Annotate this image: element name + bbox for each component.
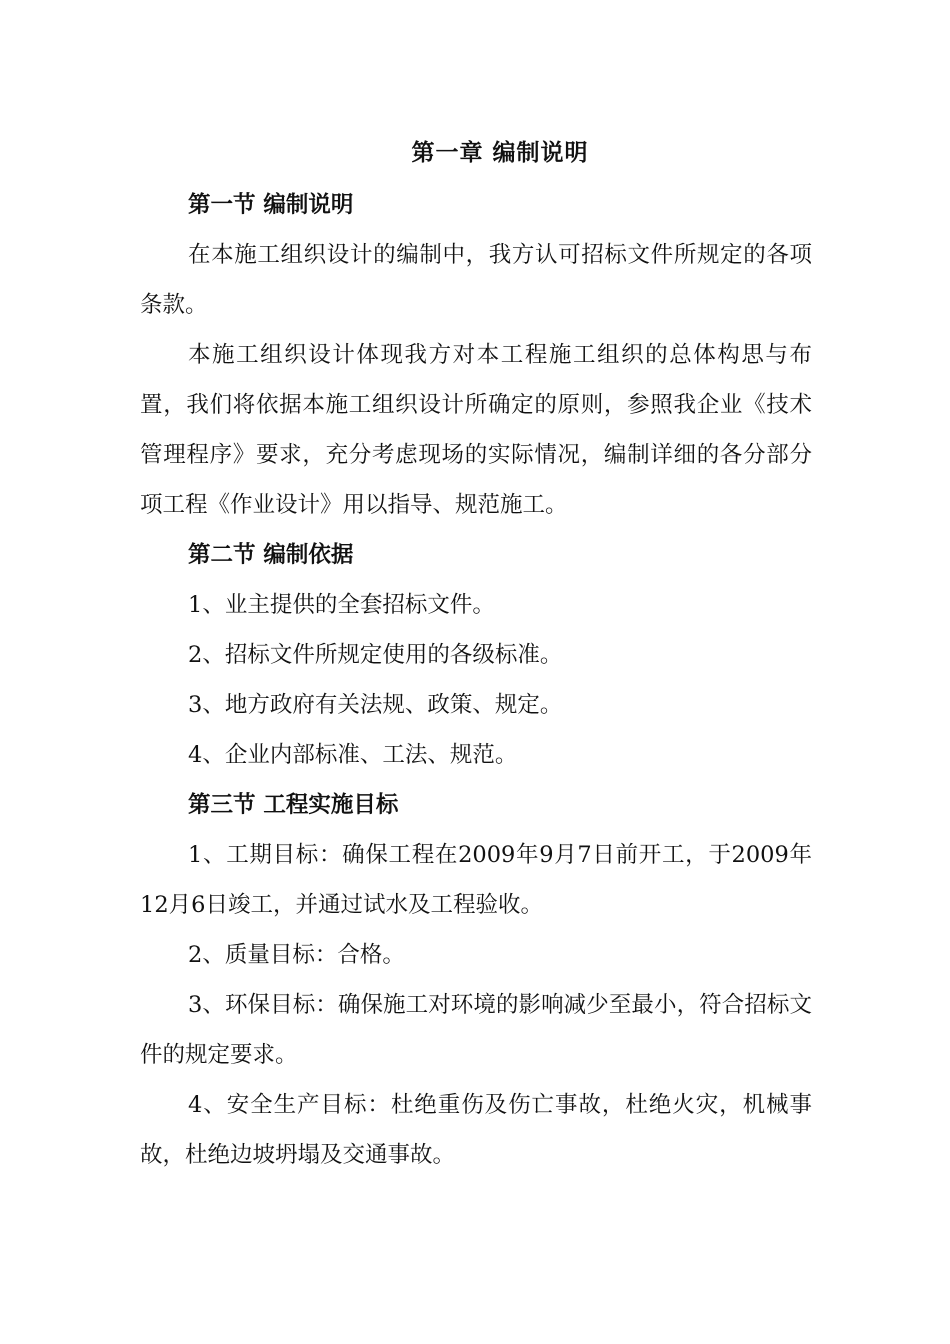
paragraph: 本施工组织设计体现我方对本工程施工组织的总体构思与布置，我们将依据本施工组织设计所确定的原则，参照我企业《技术管理程序》要求，充分考虑现场的实际情况，编制详细的各分部分项工程《作业设计》用以指导、规范施工。 [140, 342, 812, 518]
list-item: 2、质量目标：合格。 [188, 942, 405, 968]
list-item: 2、招标文件所规定使用的各级标准。 [188, 642, 563, 668]
section-compilation-notes [140, 180, 812, 530]
section-heading: 第二节 编制依据 [188, 542, 354, 568]
section-heading: 第三节 工程实施目标 [188, 792, 399, 818]
list-item: 3、环保目标：确保施工对环境的影响减少至最小，符合招标文件的规定要求。 [140, 992, 812, 1068]
section-project-objectives [140, 780, 812, 1180]
section-compilation-basis [140, 530, 812, 780]
list-item: 3、地方政府有关法规、政策、规定。 [188, 692, 563, 718]
paragraph: 在本施工组织设计的编制中，我方认可招标文件所规定的各项条款。 [140, 242, 812, 318]
list-item: 4、安全生产目标：杜绝重伤及伤亡事故，杜绝火灾，机械事故，杜绝边坡坍塌及交通事故。 [140, 1092, 812, 1168]
section-heading: 第一节 编制说明 [188, 192, 354, 218]
list-item: 4、企业内部标准、工法、规范。 [188, 742, 518, 768]
document-body [140, 180, 812, 1180]
list-item: 1、业主提供的全套招标文件。 [188, 592, 495, 618]
list-item: 1、工期目标：确保工程在2009年9月7日前开工，于2009年12月6日竣工，并通过试水及工程验收。 [140, 842, 812, 918]
chapter-title: 第一章 编制说明 [411, 139, 589, 166]
